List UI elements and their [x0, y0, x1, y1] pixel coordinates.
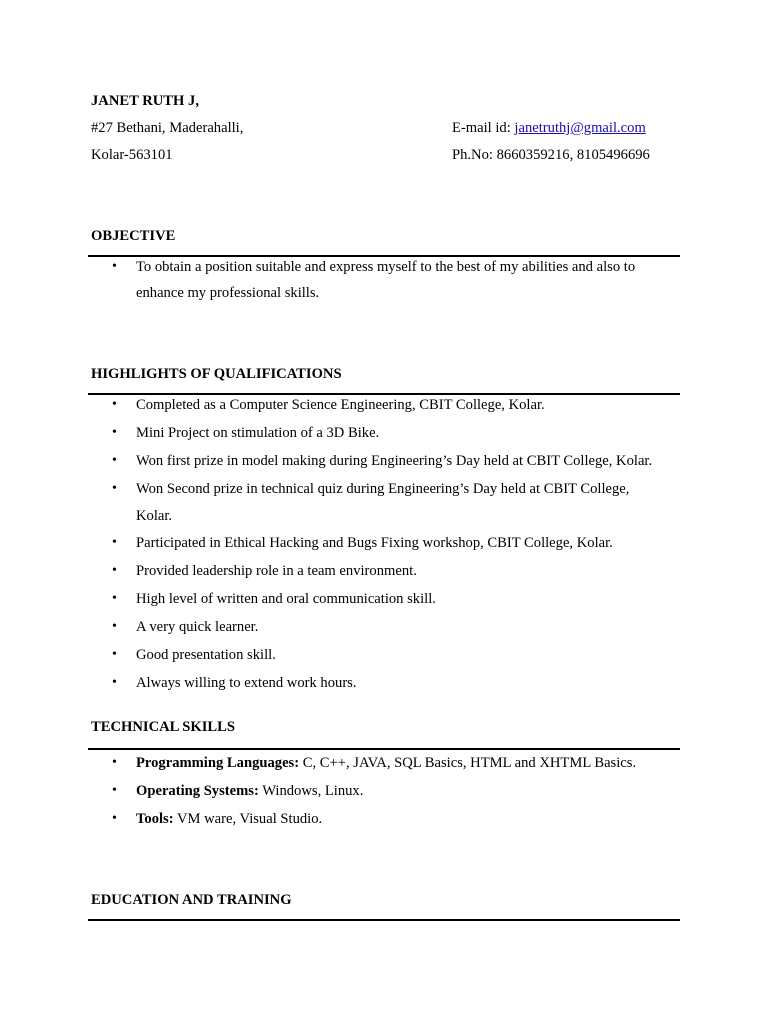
highlights-list [91, 391, 691, 503]
technical-skills-list [91, 749, 691, 833]
skill-label: Programming Languages: [136, 755, 300, 771]
skill-value: C, C++, JAVA, SQL Basics, HTML and XHTML Basics. [299, 755, 637, 771]
list-item: • High level of written and oral communication skill. [91, 585, 691, 613]
address-line-1: #27 Bethani, Maderahalli, [91, 120, 244, 136]
skill-item [91, 749, 691, 777]
skill-label: Operating Systems: [136, 783, 259, 799]
highlights-heading: HIGHLIGHTS OF QUALIFICATIONS [91, 366, 342, 382]
list-item: • Participated in Ethical Hacking and Bugs Fixing workshop, CBIT College, Kolar. [91, 529, 691, 557]
candidate-name [91, 92, 199, 110]
skill-item [91, 777, 691, 805]
skill-value: VM ware, Visual Studio. [173, 811, 323, 827]
objective-heading: OBJECTIVE [91, 228, 176, 244]
highlights-list-cont [91, 529, 691, 697]
list-item-continuation: Kolar. [136, 508, 173, 524]
objective-list [91, 253, 691, 281]
list-item: • Provided leadership role in a team environment. [91, 557, 691, 585]
candidate-name-text: JANET RUTH J [91, 93, 196, 109]
list-item: • Mini Project on stimulation of a 3D Bike. [91, 419, 691, 447]
list-item: • A very quick learner. [91, 613, 691, 641]
email-link[interactable]: janetruthj@gmail.com [514, 120, 646, 136]
address-line-2: Kolar-563101 [91, 147, 173, 163]
list-item: • Good presentation skill. [91, 641, 691, 669]
list-item: • Won first prize in model making during Engineering’s Day held at CBIT College, Kolar. [91, 447, 691, 475]
skill-label: Tools: [136, 811, 174, 827]
objective-item-continuation: enhance my professional skills. [136, 285, 320, 301]
education-heading: EDUCATION AND TRAINING [91, 892, 292, 908]
list-item: • Won Second prize in technical quiz during Engineering’s Day held at CBIT College, [91, 475, 691, 503]
skill-item [91, 805, 691, 833]
email-row [452, 119, 646, 137]
objective-item: • To obtain a position suitable and express myself to the best of my abilities and also to [91, 253, 691, 281]
phone-number: Ph.No: 8660359216, 8105496696 [452, 147, 650, 163]
education-divider [88, 919, 680, 921]
technical-skills-heading: TECHNICAL SKILLS [91, 719, 235, 735]
email-label: E-mail id: [452, 120, 515, 136]
candidate-name-suffix: , [195, 93, 199, 109]
list-item: • Completed as a Computer Science Engineering, CBIT College, Kolar. [91, 391, 691, 419]
list-item: • Always willing to extend work hours. [91, 669, 691, 697]
skill-value: Windows, Linux. [258, 783, 364, 799]
